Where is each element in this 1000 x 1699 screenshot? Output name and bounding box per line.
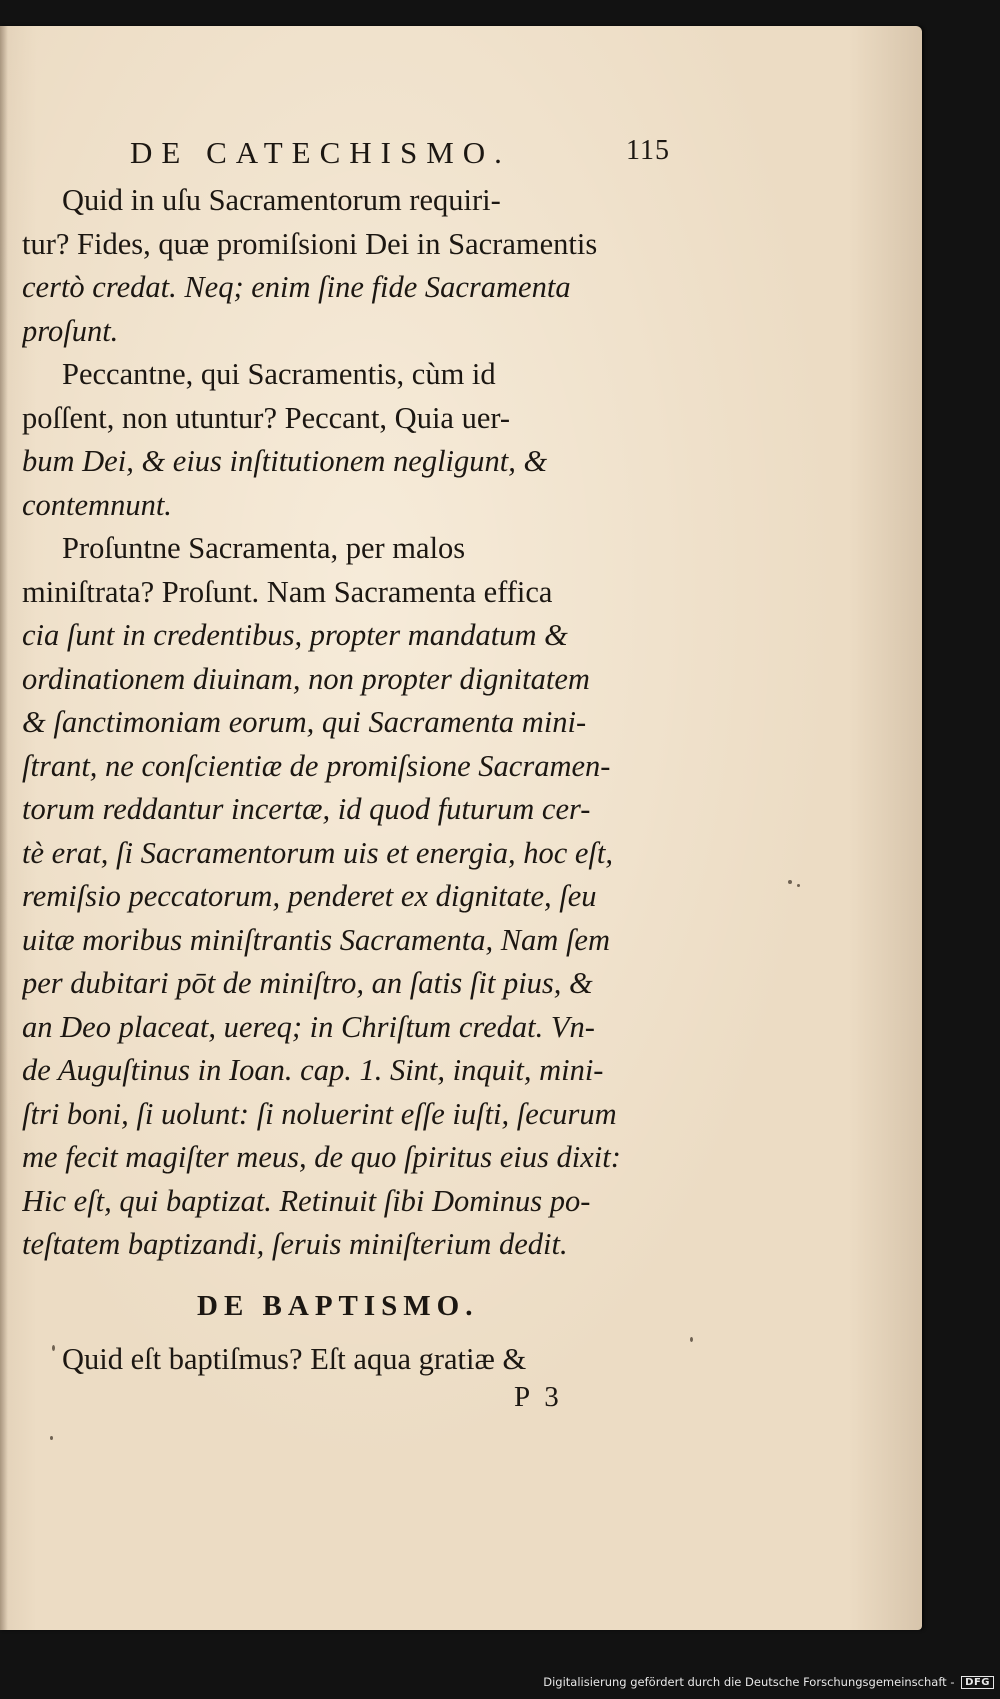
section-text [22,1338,682,1382]
dfg-logo: DFG [961,1676,994,1689]
page-gutter-shadow [0,26,8,1630]
funding-text: Digitalisierung gefördert durch die Deutsche Forschungsgemeinschaft - [543,1675,955,1689]
text-line: certò credat. Neq; enim ſine fide Sacramenta [22,270,571,304]
text-line: poſſent, non utuntur? Peccant, Quia uer- [22,400,511,435]
funding-notice [543,1675,994,1689]
text-line: teſtatem baptizandi, ſeruis miniſterium dedit. [22,1227,568,1261]
text-line: Hic eſt, qui baptizat. Retinuit ſibi Dominus po- [22,1183,591,1218]
text-line: proſunt. [22,313,119,348]
text-line: tur? Fides, quæ promiſsioni Dei in Sacramentis [22,226,598,261]
running-head-title: DE CATECHISMO. [130,135,511,170]
ink-speck [690,1337,693,1342]
signature-mark: P 3 [514,1381,563,1413]
text-line: Peccantne, qui Sacramentis, cùm id [62,357,496,391]
text-line: Quid eſt baptiſmus? Eſt aqua gratiæ & [62,1341,527,1376]
text-line: uitæ moribus miniſtrantis Sacramenta, Nam ſem [22,922,610,957]
text-line: ſtrant, ne conſcientiæ de promiſsione Sacramen- [22,748,611,783]
text-line: an Deo placeat, uereq; in Chriſtum credat. Vn- [22,1009,595,1044]
text-line: de Auguſtinus in Ioan. cap. 1. Sint, inquit, mini- [22,1053,604,1087]
text-line: me fecit magiſter meus, de quo ſpiritus eius dixit: [22,1140,621,1174]
body-text [22,179,682,1267]
running-head [22,135,682,179]
ink-speck [50,1436,53,1440]
ink-speck [797,884,800,887]
text-line: ſtri boni, ſi uolunt: ſi noluerint eſſe iuſti, ſecurum [22,1096,617,1131]
text-line: per dubitari pōt de miniſtro, an ſatis ſit pius, & [22,966,593,1000]
text-line: Proſuntne Sacramenta, per malos [62,531,466,565]
text-line: Quid in uſu Sacramentorum requiri- [62,183,501,217]
text-line: miniſtrata? Proſunt. Nam Sacramenta effica [22,574,553,609]
text-line: tè erat, ſi Sacramentorum uis et energia, hoc eſt, [22,835,613,870]
text-line: bum Dei, & eius inſtitutionem negligunt, & [22,444,548,478]
section-heading: DE BAPTISMO. [197,1289,479,1322]
text-line: contemnunt. [22,487,172,522]
page-number: 115 [626,135,670,166]
page-text [22,135,682,1425]
text-line: remiſsio peccatorum, penderet ex dignitate, ſeu [22,879,597,913]
text-line: torum reddantur incertæ, id quod futurum cer- [22,792,591,826]
text-line: & ſanctimoniam eorum, qui Sacramenta mini- [22,705,587,739]
ink-speck [788,880,792,884]
signature-line [22,1381,682,1425]
text-line: ordinationem diuinam, non propter dignitatem [22,661,590,696]
text-line: cia ſunt in credentibus, propter mandatum & [22,618,568,652]
